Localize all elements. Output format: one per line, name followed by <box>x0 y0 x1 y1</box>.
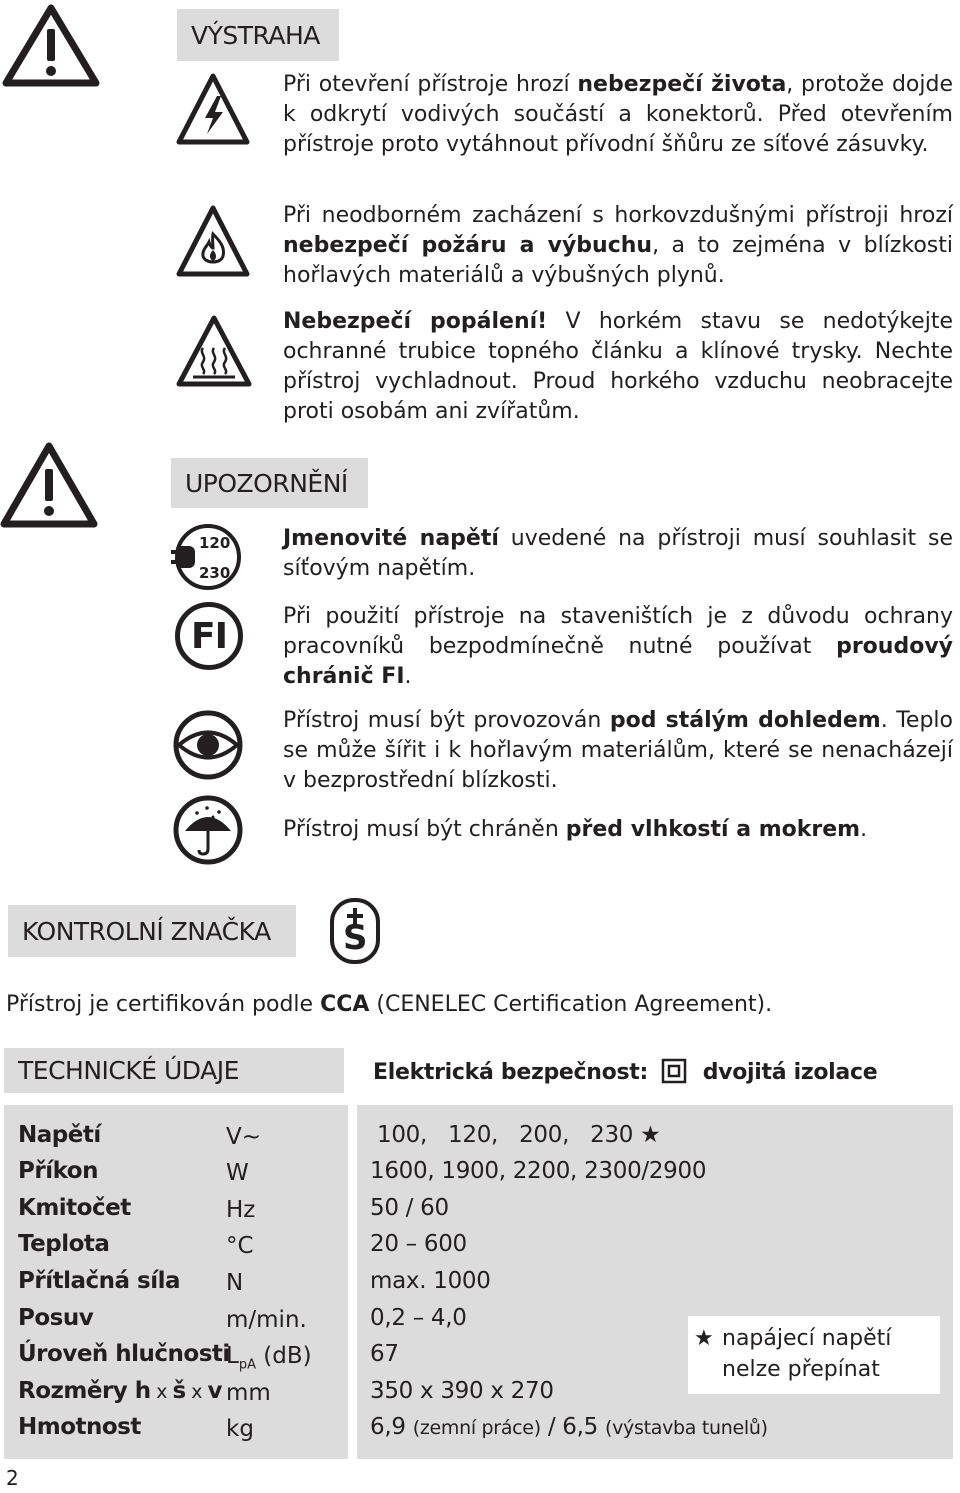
caution-paragraph-fi: Při použití přístroje na staveništích je z důvodu ochrany pracovníků bezpodmínečně nutné používat proudový chránič FI. <box>283 604 953 689</box>
page-number: 2 <box>6 1466 19 1490</box>
voltage-note-box <box>688 1316 940 1394</box>
row-unit-temperature: °C <box>226 1233 254 1259</box>
row-unit-dimensions: mm <box>226 1380 271 1406</box>
electrical-safety-line: Elektrická bezpečnost: dvojitá izolace <box>373 1060 878 1085</box>
caution-paragraph-voltage: Jmenovité napětí uvedené na přístroji musí souhlasit se síťovým napětím. <box>283 526 953 581</box>
voltage-120-label: 120 <box>199 534 231 552</box>
row-value-feed: 0,2 – 4,0 <box>370 1305 467 1331</box>
row-value-weight: 6,9 (zemní práce) / 6,5 (výstavba tunelů) <box>370 1414 768 1440</box>
voltage-230-label: 230 <box>199 564 231 582</box>
row-label-pressure: Přítlačná síla <box>18 1268 180 1294</box>
note-line-1: napájecí napětí <box>722 1326 892 1351</box>
warning-paragraph-burn: Nebezpečí popálení! V horkém stavu se nedotýkejte ochranné trubice topného článku a klínové trysky. Nechte přístroj vychladnout. Proud horkého vzduchu neobracejte proti osobám ani zvířatům. <box>283 309 953 424</box>
caution-paragraph-supervision: Přístroj musí být provozován pod stálým dohledem. Teplo se může šířit i k hořlavým materiálům, které se nenacházejí v bezprostřední blízkosti. <box>283 708 953 793</box>
row-unit-power: W <box>226 1160 249 1186</box>
row-value-temperature: 20 – 600 <box>370 1231 467 1257</box>
row-label-weight: Hmotnost <box>18 1414 141 1440</box>
double-insulation-icon <box>661 1058 687 1084</box>
row-label-feed: Posuv <box>18 1305 94 1331</box>
row-value-noise: 67 <box>370 1341 399 1367</box>
fi-breaker-icon: FI <box>175 602 243 670</box>
voltage-plug-icon <box>175 524 241 590</box>
caution-heading: UPOZORNĚNÍ <box>171 458 368 508</box>
warning-paragraph-fire: Při neodborném zacházení s horkovzdušnými přístroji hrozí nebezpečí požáru a výbuchu, a to zejména v blízkosti hořlavých materiálů a výbušných plynů. <box>283 203 953 288</box>
warning-triangle-icon <box>2 3 100 87</box>
row-label-temperature: Teplota <box>18 1231 110 1257</box>
row-value-dimensions: 350 x 390 x 270 <box>370 1378 554 1404</box>
eye-supervision-icon <box>173 710 243 780</box>
row-label-dimensions: Rozměry h x š x v <box>18 1378 223 1404</box>
warning-paragraph-open-device: Při otevření přístroje hrozí nebezpečí života, protože dojde k odkrytí vodivých součástí a konektorů. Před otevřením přístroje proto vytáhnout přívodní šňůru ze síťové zásuvky. <box>283 72 954 157</box>
row-unit-voltage: V~ <box>226 1124 262 1150</box>
row-unit-frequency: Hz <box>226 1197 256 1223</box>
note-line-2: nelze přepínat <box>722 1357 880 1382</box>
row-unit-noise: $L_{pA}$ (dB) <box>226 1343 312 1373</box>
safety-mark-s-icon: S <box>330 898 380 964</box>
row-label-power: Příkon <box>18 1158 98 1184</box>
note-star-icon: ★ <box>694 1326 714 1351</box>
row-unit-weight: kg <box>226 1416 254 1442</box>
certification-text: Přístroj je certifikován podle CCA (CENELEC Certification Agreement). <box>6 992 773 1017</box>
caution-triangle-icon <box>0 441 98 529</box>
row-unit-pressure: N <box>226 1270 244 1296</box>
row-label-frequency: Kmitočet <box>18 1195 131 1221</box>
control-mark-heading: KONTROLNÍ ZNAČKA <box>8 905 296 957</box>
hot-surface-icon <box>175 314 253 388</box>
row-label-voltage: Napětí <box>18 1122 101 1148</box>
warning-heading: VÝSTRAHA <box>177 9 339 61</box>
row-value-frequency: 50 / 60 <box>370 1195 449 1221</box>
row-label-noise: Úroveň hlučnosti <box>18 1341 230 1367</box>
umbrella-moisture-icon <box>173 795 243 865</box>
row-value-voltage: 100, 120, 200, 230 ★ <box>370 1122 661 1148</box>
fire-hazard-icon <box>175 204 251 278</box>
caution-paragraph-moisture: Přístroj musí být chráněn před vlhkostí a mokrem. <box>283 817 868 842</box>
row-value-power: 1600, 1900, 2200, 2300/2900 <box>370 1158 707 1184</box>
tech-data-heading: TECHNICKÉ ÚDAJE <box>4 1048 344 1093</box>
row-unit-feed: m/min. <box>226 1307 307 1333</box>
row-value-pressure: max. 1000 <box>370 1268 491 1294</box>
electric-shock-icon <box>175 72 251 146</box>
